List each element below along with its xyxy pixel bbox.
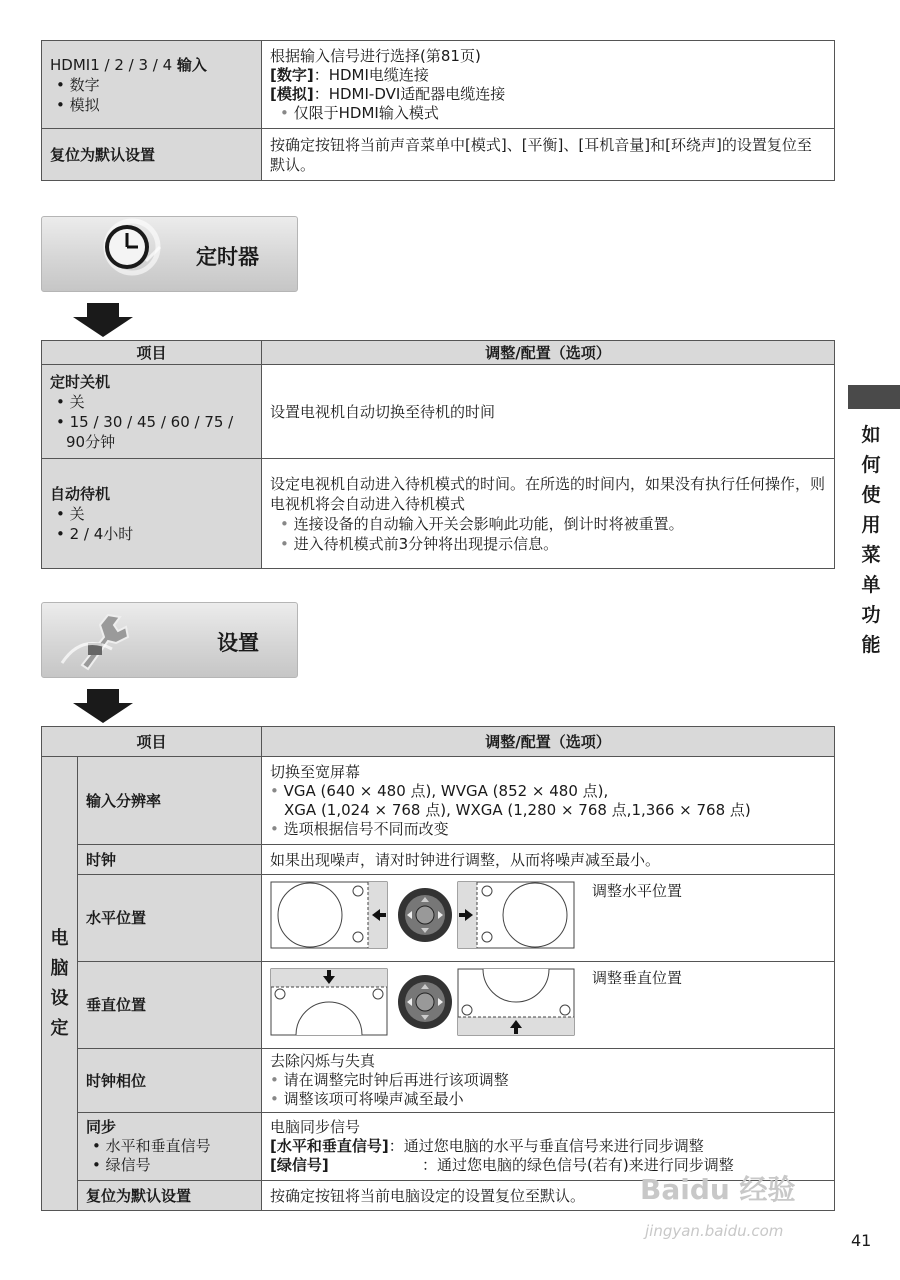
item-cell: 垂直位置 — [78, 962, 262, 1049]
desc-cell: 根据输入信号进行选择(第81页) [数字]：HDMI电缆连接 [模拟]：HDMI-DVI适配器电缆连接 • 仅限于HDMI输入模式 — [262, 41, 835, 129]
item-cell: 水平位置 — [78, 875, 262, 962]
section-title: 定时器 — [196, 245, 259, 269]
page-number: 41 — [851, 1231, 872, 1250]
setup-section-header — [41, 602, 298, 678]
item-cell: 复位为默认设置 — [78, 1181, 262, 1211]
item-cell: 输入分辨率 — [78, 757, 262, 845]
item-cell: HDMI1 / 2 / 3 / 4 输入 • 数字 • 模拟 — [42, 41, 262, 129]
setup-table — [41, 726, 835, 1211]
column-header-item: 项目 — [42, 341, 262, 365]
table-row — [42, 845, 835, 875]
timer-table — [41, 340, 835, 569]
table-row — [42, 459, 835, 569]
item-cell: 定时关机 • 关 • 15 / 30 / 45 / 60 / 75 / 90分钟 — [42, 365, 262, 459]
desc-cell: 按确定按钮将当前电脑设定的设置复位至默认。 — [262, 1181, 835, 1211]
item-cell: 自动待机 • 关 • 2 / 4小时 — [42, 459, 262, 569]
table-row — [42, 875, 835, 962]
desc-cell: 按确定按钮将当前声音菜单中[模式]、[平衡]、[耳机音量]和[环绕声]的设置复位至默认。 — [262, 129, 835, 181]
column-header-item: 项目 — [42, 727, 262, 757]
item-cell: 同步 • 水平和垂直信号 • 绿信号 — [78, 1113, 262, 1181]
down-arrow-icon — [73, 303, 133, 337]
desc-cell: 调整垂直位置 — [262, 962, 835, 1049]
column-header-adjust: 调整/配置（选项） — [262, 341, 835, 365]
section-title: 设置 — [217, 631, 259, 655]
desc-cell: 调整水平位置 — [262, 875, 835, 962]
sidebar-tab-marker — [848, 385, 900, 409]
table-header-row — [42, 727, 835, 757]
desc-cell: 电脑同步信号 [水平和垂直信号]：通过您电脑的水平与垂直信号来进行同步调整 [绿信号] ：通过您电脑的绿色信号(若有)来进行同步调整 — [262, 1113, 835, 1181]
item-cell: 时钟相位 — [78, 1049, 262, 1113]
pc-settings-group-label: 电 脑 设 定 — [42, 757, 78, 1211]
down-arrow-icon — [73, 689, 133, 723]
column-header-adjust: 调整/配置（选项） — [262, 727, 835, 757]
desc-cell: 切换至宽屏幕 • VGA (640 × 480 点), WVGA (852 × 480 点), XGA (1,024 × 768 点), WXGA (1,280 × 768 点,1,366 × 768 点) • 选项根据信号不同而改变 — [262, 757, 835, 845]
watermark-brand: Baidu 经验 — [640, 1173, 796, 1206]
vertical-position-diagram — [270, 966, 580, 1038]
item-cell: 复位为默认设置 — [42, 129, 262, 181]
table-row — [42, 365, 835, 459]
table-row — [42, 129, 835, 181]
watermark-url: jingyan.baidu.com — [645, 1222, 784, 1240]
sound-settings-table — [41, 40, 835, 181]
clock-icon — [42, 217, 162, 291]
desc-cell: 去除闪烁与失真 • 请在调整完时钟后再进行该项调整 • 调整该项可将噪声减至最小 — [262, 1049, 835, 1113]
desc-cell: 设定电视机自动进入待机模式的时间。在所选的时间内，如果没有执行任何操作，则电视机将会自动进入待机模式 • 连接设备的自动输入开关会影响此功能，倒计时将被重置。 • 进入待机模式前3分钟将出现提示信息。 — [262, 459, 835, 569]
desc-cell: 设置电视机自动切换至待机的时间 — [262, 365, 835, 459]
table-row — [42, 962, 835, 1049]
desc-cell: 如果出现噪声，请对时钟进行调整，从而将噪声减至最小。 — [262, 845, 835, 875]
item-cell: 时钟 — [78, 845, 262, 875]
table-row — [42, 1049, 835, 1113]
horizontal-position-diagram — [270, 879, 580, 951]
table-header-row — [42, 341, 835, 365]
wrench-icon — [42, 603, 162, 677]
sidebar-chapter-label: 如 何 使 用 菜 单 功 能 — [861, 424, 881, 656]
timer-section-header — [41, 216, 298, 292]
table-row — [42, 757, 835, 845]
table-row — [42, 41, 835, 129]
